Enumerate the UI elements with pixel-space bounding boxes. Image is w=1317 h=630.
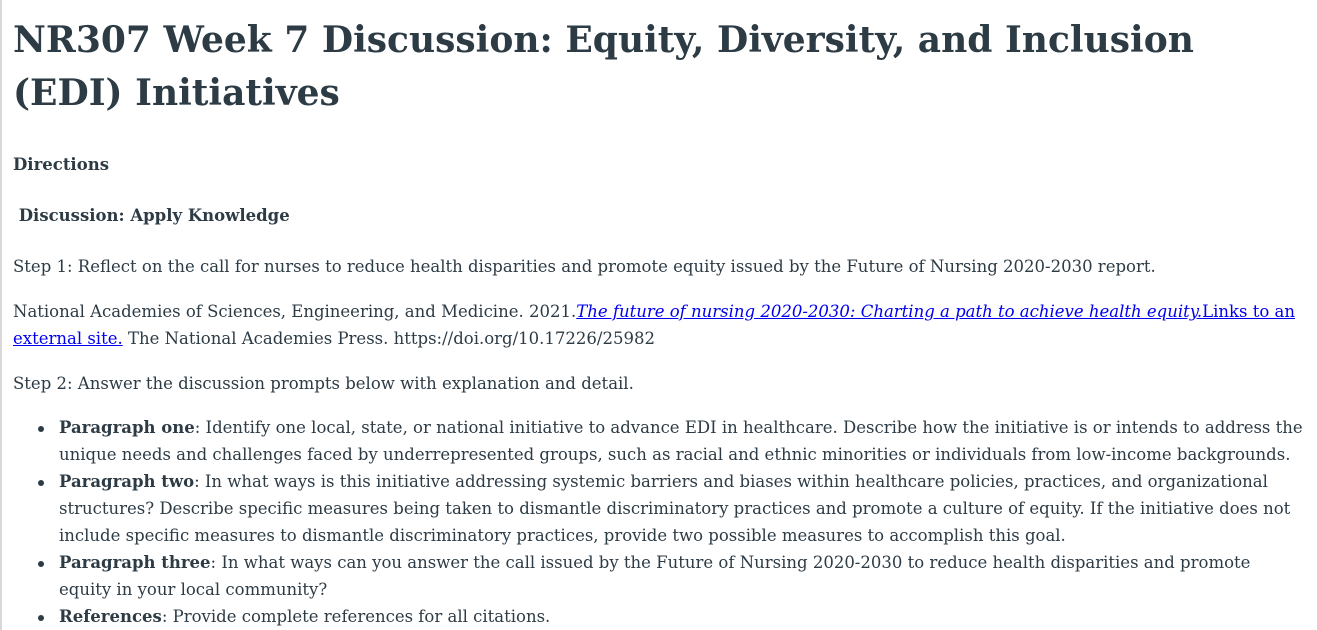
bullet-icon xyxy=(38,426,44,432)
citation-suffix: The National Academies Press. https://doi.org/10.17226/25982 xyxy=(122,329,655,348)
step-1-text: Step 1: Reflect on the call for nurses to reduce health disparities and promote equity issued by the Future of Nursing 2020-2030 report. xyxy=(13,257,1156,276)
prompt-label: Paragraph one xyxy=(59,418,195,437)
list-item xyxy=(59,549,1313,603)
prompt-text: : Provide complete references for all citations. xyxy=(161,607,551,626)
discussion-content xyxy=(13,0,1313,630)
directions-heading: Directions xyxy=(13,155,109,174)
prompt-label: Paragraph three xyxy=(59,553,211,572)
bullet-icon xyxy=(38,615,44,621)
prompt-label: References xyxy=(59,607,162,626)
page-title: NR307 Week 7 Discussion: Equity, Diversity, and Inclusion (EDI) Initiatives xyxy=(13,19,1194,114)
list-item xyxy=(59,468,1313,549)
list-item xyxy=(59,603,1313,630)
prompt-text: : In what ways is this initiative addressing systemic barriers and biases within healthcare policies, practices, and organizational structures? Describe specific measures being taken to dismantle discriminatory practices and promote a culture of equity. If the initiative does not include specific measures to dismantle discriminatory practices, provide two possible measures to accomplish this goal. xyxy=(59,472,1291,545)
prompt-text: : In what ways can you answer the call issued by the Future of Nursing 2020-2030 to reduce health disparities and promote equity in your local community? xyxy=(59,553,1251,599)
prompt-text: : Identify one local, state, or national initiative to advance EDI in healthcare. Describe how the initiative is or intends to address the unique needs and challenges faced by underrepresented groups, such as racial and ethnic minorities or individuals from low-income backgrounds. xyxy=(59,418,1303,464)
external-link-label: Links to an external site. xyxy=(13,302,1295,348)
discussion-subheading xyxy=(13,202,1313,229)
bullet-icon xyxy=(38,561,44,567)
citation xyxy=(13,298,1313,352)
list-item xyxy=(59,414,1313,468)
prompt-label: Paragraph two xyxy=(59,472,195,491)
link-title: The future of nursing 2020-2030: Charting a path to achieve health equity. xyxy=(576,302,1203,321)
step-2-text: Step 2: Answer the discussion prompts below with explanation and detail. xyxy=(13,374,634,393)
prompt-list xyxy=(13,414,1313,630)
bullet-icon xyxy=(38,480,44,486)
left-border xyxy=(0,0,2,630)
discussion-subheading-text: Discussion: Apply Knowledge xyxy=(18,206,290,225)
citation-prefix: National Academies of Sciences, Engineering, and Medicine. 2021. xyxy=(13,302,577,321)
